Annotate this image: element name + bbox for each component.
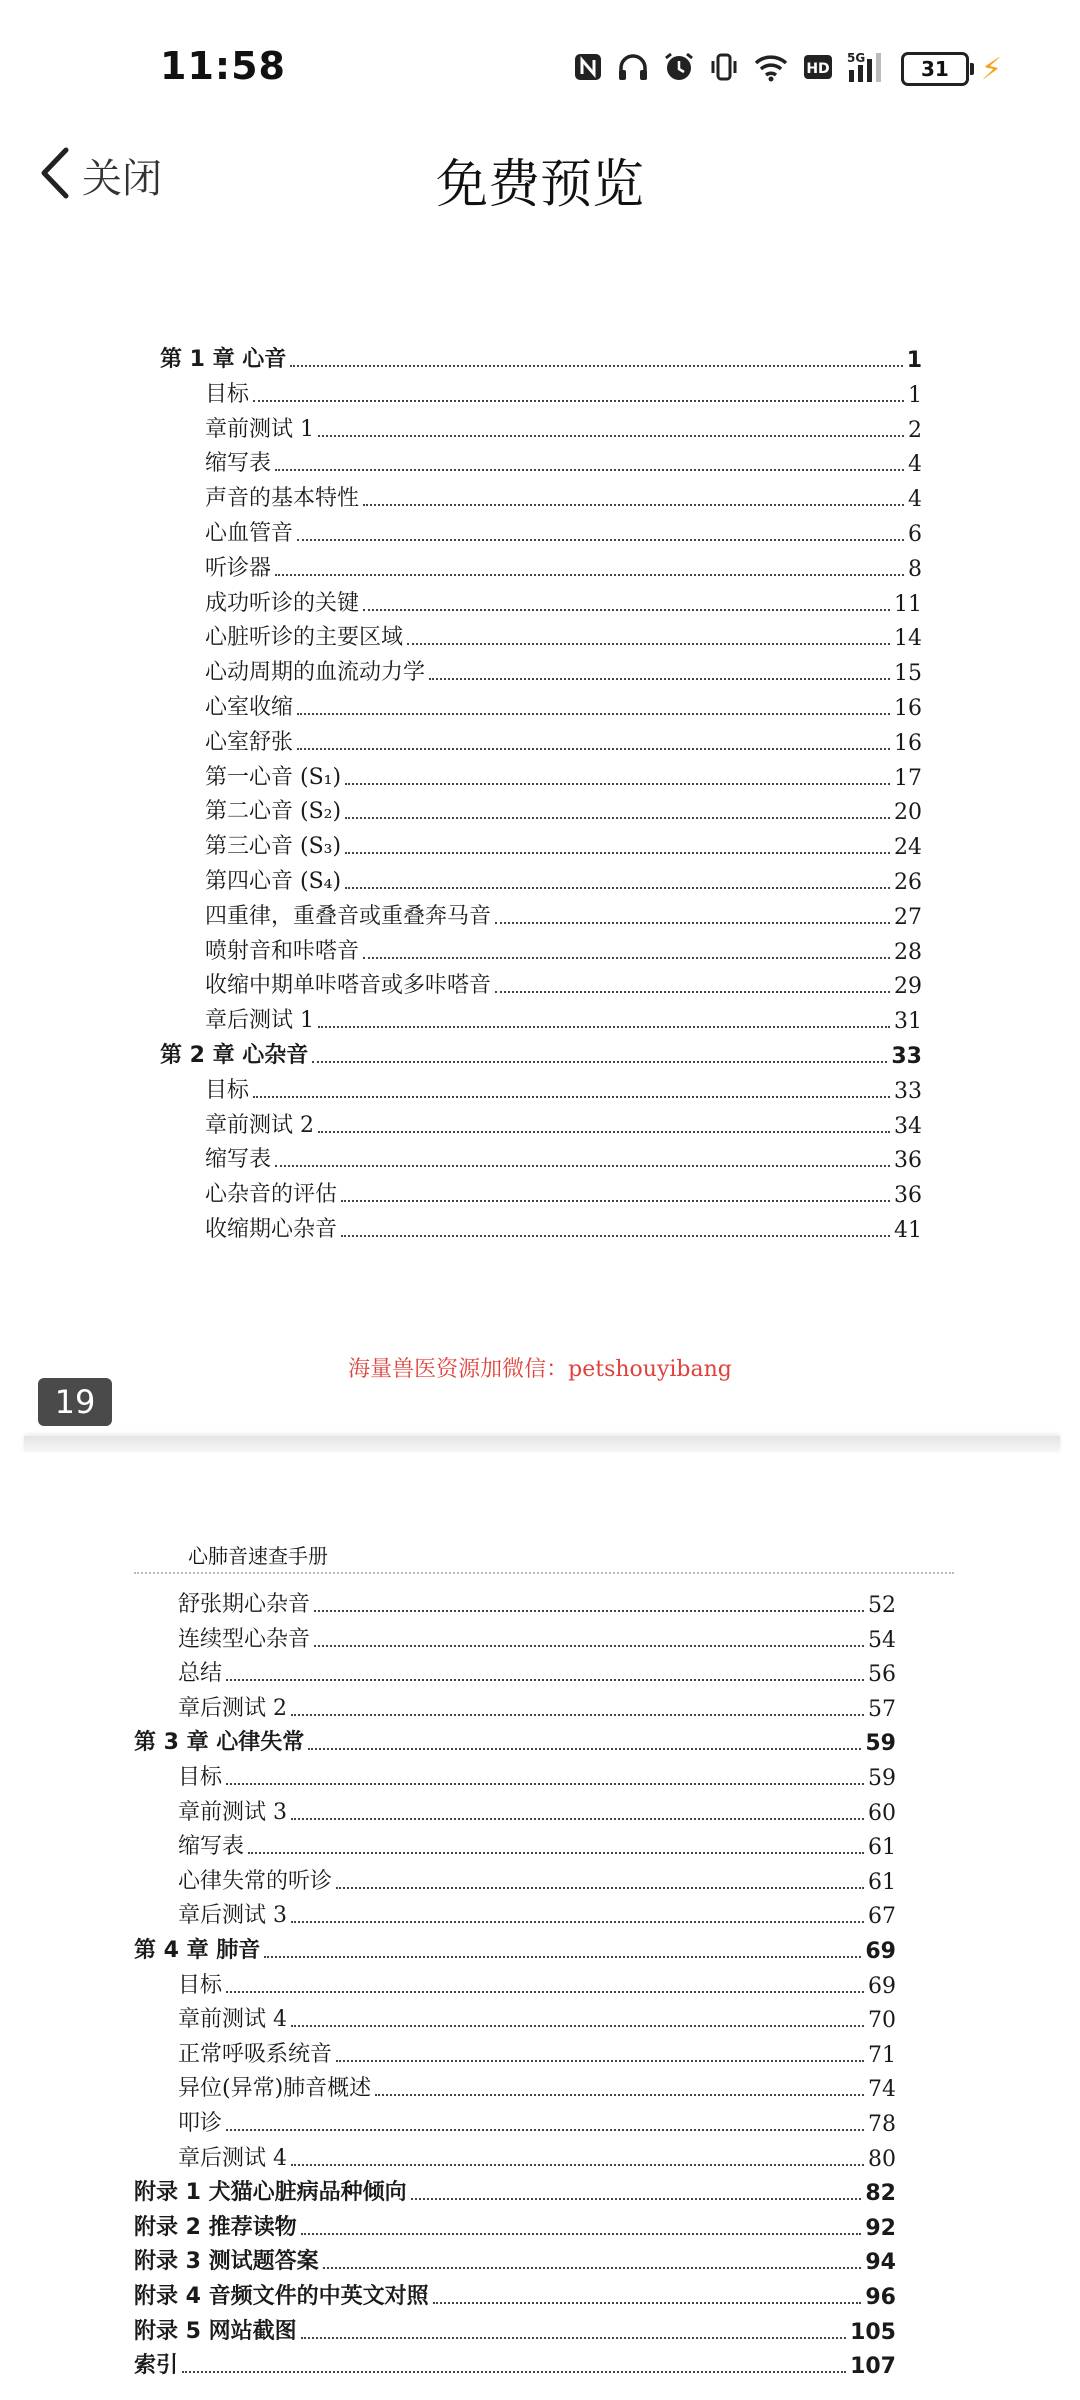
toc-leader-dots xyxy=(407,643,890,645)
toc-leader-dots xyxy=(345,817,890,819)
toc-page-number: 27 xyxy=(894,904,922,930)
toc-chapter-entry xyxy=(134,1726,896,1756)
toc-entry-label: 第 2 章 心杂音 xyxy=(160,1043,309,1068)
toc-leader-dots xyxy=(318,1131,890,1133)
toc-entry xyxy=(205,552,922,582)
toc-leader-dots xyxy=(275,469,904,471)
toc-chapter-entry xyxy=(134,2211,896,2241)
toc-entry-label: 收缩中期单咔嗒音或多咔嗒音 xyxy=(205,973,492,999)
toc-entry xyxy=(205,1178,922,1208)
toc-entry-label: 心律失常的听诊 xyxy=(178,1868,333,1894)
toc-leader-dots xyxy=(226,1679,864,1681)
toc-entry-label: 喷射音和咔嗒音 xyxy=(205,938,360,964)
toc-page-number: 31 xyxy=(894,1009,922,1035)
toc-leader-dots xyxy=(411,2198,862,2200)
toc-leader-dots xyxy=(341,1200,890,1202)
toc-entry-label: 缩写表 xyxy=(178,1834,245,1860)
toc-leader-dots xyxy=(363,609,890,611)
toc-page-number: 41 xyxy=(894,1218,922,1243)
toc-entry xyxy=(205,517,922,547)
toc-page-number: 1 xyxy=(908,382,922,408)
status-bar xyxy=(0,0,1080,120)
headphones-icon xyxy=(617,52,649,86)
toc-entry xyxy=(178,2142,896,2172)
vibrate-icon xyxy=(709,52,739,86)
toc-page-number: 78 xyxy=(868,2112,896,2137)
toc-entry-label: 附录 3 测试题答案 xyxy=(134,2249,319,2275)
toc-entry-label: 第 3 章 心律失常 xyxy=(134,1730,305,1756)
toc-entry xyxy=(178,1830,896,1860)
toc-entry-label: 心血管音 xyxy=(205,521,294,546)
wifi-icon xyxy=(753,52,789,86)
toc-entry xyxy=(205,865,922,895)
nfc-icon xyxy=(573,52,603,86)
toc-entry xyxy=(178,2003,896,2033)
toc-leader-dots xyxy=(323,2267,862,2269)
toc-leader-dots xyxy=(226,1783,864,1785)
toc-page-number: 69 xyxy=(865,1939,896,1964)
toc-page-number: 105 xyxy=(850,2319,896,2345)
toc-entry-label: 心杂音的评估 xyxy=(205,1182,338,1208)
toc-entry xyxy=(205,795,922,825)
toc-leader-dots xyxy=(291,1714,864,1716)
toc-page-number: 33 xyxy=(891,1044,922,1069)
toc-page-number: 107 xyxy=(850,2354,896,2380)
toc-leader-dots xyxy=(301,2337,846,2339)
toc-entry xyxy=(205,1004,922,1034)
toc-entry xyxy=(178,1969,896,1999)
toc-entry xyxy=(178,1761,896,1791)
watermark-text: 海量兽医资源加微信：petshouyibang xyxy=(348,1357,732,1382)
toc-page-number: 36 xyxy=(894,1183,922,1209)
toc-page-number: 4 xyxy=(908,452,922,478)
toc-leader-dots xyxy=(363,504,904,506)
toc-entry xyxy=(205,1143,922,1173)
toc-entry xyxy=(178,1899,896,1929)
toc-page-number: 71 xyxy=(868,2042,896,2068)
toc-page-number: 15 xyxy=(894,661,922,687)
toc-entry-label: 听诊器 xyxy=(205,555,272,581)
alarm-icon xyxy=(663,51,695,87)
toc-entry-label: 章前测试 4 xyxy=(178,2007,287,2033)
toc-page-number: 1 xyxy=(906,348,922,373)
toc-entry-label: 四重律，重叠音或重叠奔马音 xyxy=(205,903,492,929)
header-rule xyxy=(134,1572,954,1574)
running-head: 心肺音速查手册 xyxy=(188,1544,328,1568)
toc-page-number: 11 xyxy=(894,591,922,617)
toc-entry xyxy=(205,413,922,443)
toc-page-number: 70 xyxy=(868,2008,896,2034)
toc-entry xyxy=(205,761,922,791)
close-label: 关闭 xyxy=(82,155,162,202)
toc-chapter-entry xyxy=(160,1039,922,1069)
toc-entry-label: 心室收缩 xyxy=(205,695,294,720)
toc-entry-label: 章后测试 1 xyxy=(205,1008,314,1034)
toc-page-number: 16 xyxy=(894,696,922,721)
toc-leader-dots xyxy=(318,1026,890,1028)
toc-entry-label: 收缩期心杂音 xyxy=(205,1217,338,1242)
toc-leader-dots xyxy=(226,1991,864,1993)
toc-entry-label: 第 4 章 肺音 xyxy=(134,1938,261,1963)
toc-leader-dots xyxy=(275,574,904,576)
toc-entry-label: 异位(异常)肺音概述 xyxy=(178,2076,372,2102)
toc-entry-label: 目标 xyxy=(205,1077,250,1103)
toc-page-number: 29 xyxy=(894,974,922,1000)
toc-leader-dots xyxy=(253,400,904,402)
toc-page-number: 94 xyxy=(865,2250,896,2276)
toc-page-number: 20 xyxy=(894,800,922,826)
toc-entry-label: 连续型心杂音 xyxy=(178,1626,311,1652)
toc-leader-dots xyxy=(290,365,902,367)
page-number-badge: 19 xyxy=(38,1378,112,1426)
toc-entry-label: 索引 xyxy=(134,2353,179,2379)
toc-leader-dots xyxy=(253,1096,890,1098)
svg-text:HD: HD xyxy=(806,61,830,77)
page-title: 免费预览 xyxy=(435,155,644,215)
toc-entry xyxy=(205,378,922,408)
signal-5g-icon xyxy=(847,50,887,88)
toc-entry xyxy=(178,1588,896,1618)
status-time: 11:58 xyxy=(160,44,286,88)
toc-entry-label: 心室舒张 xyxy=(205,729,294,755)
toc-entry xyxy=(205,900,922,930)
toc-leader-dots xyxy=(297,713,890,715)
toc-entry-label: 心脏听诊的主要区域 xyxy=(205,625,404,651)
toc-page-number: 28 xyxy=(894,939,922,965)
toc-entry xyxy=(178,2038,896,2068)
toc-entry-label: 第一心音 (S₁) xyxy=(205,764,342,790)
toc-page-number: 52 xyxy=(868,1593,896,1618)
toc-page-number: 59 xyxy=(865,1731,896,1757)
toc-page-number: 61 xyxy=(868,1869,896,1895)
toc-entry xyxy=(205,621,922,651)
toc-leader-dots xyxy=(297,748,890,750)
toc-entry-label: 附录 5 网站截图 xyxy=(134,2318,297,2344)
toc-page-number: 59 xyxy=(868,1766,896,1791)
toc-page-number: 34 xyxy=(894,1113,922,1139)
toc-leader-dots xyxy=(363,957,890,959)
toc-entry-label: 章后测试 4 xyxy=(178,2145,287,2171)
toc-chapter-entry xyxy=(134,1934,896,1964)
battery-indicator: 31 xyxy=(901,52,969,86)
toc-chapter-entry xyxy=(160,343,922,373)
toc-leader-dots xyxy=(345,852,890,854)
toc-leader-dots xyxy=(429,678,890,680)
toc-entry-label: 叩诊 xyxy=(178,2111,223,2136)
toc-entry xyxy=(205,1109,922,1139)
toc-leader-dots xyxy=(291,1921,864,1923)
toc-entry-label: 章后测试 2 xyxy=(178,1695,287,1721)
toc-entry-label: 舒张期心杂音 xyxy=(178,1592,311,1617)
toc-entry xyxy=(178,2107,896,2137)
toc-entry-label: 目标 xyxy=(178,1765,223,1790)
toc-entry xyxy=(178,1865,896,1895)
toc-page-number: 57 xyxy=(868,1696,896,1722)
toc-entry-label: 章前测试 3 xyxy=(178,1799,287,1825)
toc-page-number: 14 xyxy=(894,626,922,652)
toc-page-number: 56 xyxy=(868,1662,896,1688)
toc-entry xyxy=(205,656,922,686)
toc-entry-label: 章前测试 1 xyxy=(205,416,314,442)
toc-leader-dots xyxy=(291,1818,864,1820)
toc-leader-dots xyxy=(495,922,890,924)
toc-leader-dots xyxy=(291,2164,864,2166)
toc-entry-label: 缩写表 xyxy=(205,451,272,477)
page-divider xyxy=(24,1436,1060,1452)
toc-page-number: 67 xyxy=(868,1904,896,1930)
toc-leader-dots xyxy=(336,1887,864,1889)
toc-leader-dots xyxy=(182,2371,846,2373)
toc-entry-label: 缩写表 xyxy=(205,1147,272,1173)
toc-page-number: 2 xyxy=(908,417,922,443)
toc-page-number: 74 xyxy=(868,2077,896,2103)
toc-page-number: 8 xyxy=(908,556,922,582)
toc-leader-dots xyxy=(345,887,890,889)
toc-leader-dots xyxy=(264,1956,861,1958)
toc-page-number: 4 xyxy=(908,487,922,513)
toc-page-number: 6 xyxy=(908,522,922,547)
toc-page-number: 26 xyxy=(894,870,922,895)
toc-entry-label: 第三心音 (S₃) xyxy=(205,834,342,860)
toc-leader-dots xyxy=(314,1610,864,1612)
toc-leader-dots xyxy=(275,1165,890,1167)
toc-leader-dots xyxy=(314,1645,864,1647)
toc-chapter-entry xyxy=(134,2176,896,2206)
toc-entry xyxy=(205,1074,922,1104)
toc-leader-dots xyxy=(495,991,890,993)
toc-entry-label: 目标 xyxy=(178,1972,223,1998)
toc-leader-dots xyxy=(312,1061,887,1063)
toc-chapter-entry xyxy=(134,2280,896,2310)
toc-page-number: 33 xyxy=(894,1078,922,1104)
toc-entry xyxy=(205,447,922,477)
toc-entry-label: 章前测试 2 xyxy=(205,1112,314,1138)
toc-page-number: 82 xyxy=(865,2181,896,2207)
hd-icon xyxy=(803,53,833,85)
toc-entry-label: 正常呼吸系统音 xyxy=(178,2041,333,2067)
toc-page-number: 92 xyxy=(865,2215,896,2241)
toc-entry xyxy=(178,1657,896,1687)
toc-entry xyxy=(178,1623,896,1653)
svg-text:5G: 5G xyxy=(846,51,866,65)
toc-entry xyxy=(205,482,922,512)
toc-entry-label: 声音的基本特性 xyxy=(205,486,360,512)
charging-icon: ⚡ xyxy=(980,51,1002,87)
toc-page-number: 60 xyxy=(868,1800,896,1826)
toc-entry xyxy=(178,1692,896,1722)
toc-entry xyxy=(205,691,922,721)
toc-entry-label: 附录 4 音频文件的中英文对照 xyxy=(134,2284,429,2309)
toc-leader-dots xyxy=(291,2025,864,2027)
toc-leader-dots xyxy=(248,1852,864,1854)
toc-entry-label: 第二心音 (S₂) xyxy=(205,799,342,825)
toc-page-number: 80 xyxy=(868,2146,896,2172)
toc-page-number: 69 xyxy=(868,1973,896,1999)
toc-entry-label: 章后测试 3 xyxy=(178,1903,287,1929)
toc-leader-dots xyxy=(345,783,890,785)
toc-entry-label: 附录 1 犬猫心脏病品种倾向 xyxy=(134,2180,407,2206)
toc-leader-dots xyxy=(341,1235,890,1237)
toc-page-number: 54 xyxy=(868,1627,896,1653)
toc-entry xyxy=(205,587,922,617)
toc-entry xyxy=(178,1796,896,1826)
toc-leader-dots xyxy=(297,539,904,541)
toc-leader-dots xyxy=(433,2302,862,2304)
toc-page-number: 16 xyxy=(894,730,922,756)
toc-entry-label: 附录 2 推荐读物 xyxy=(134,2214,297,2240)
toc-chapter-entry xyxy=(134,2315,896,2345)
toc-page-number: 36 xyxy=(894,1148,922,1174)
toc-entry-label: 第 1 章 心音 xyxy=(160,347,287,372)
toc-leader-dots xyxy=(375,2094,864,2096)
status-icons xyxy=(573,50,1002,88)
toc-entry-label: 成功听诊的关键 xyxy=(205,590,360,616)
toc-leader-dots xyxy=(318,435,904,437)
toc-entry xyxy=(178,2072,896,2102)
toc-entry xyxy=(205,830,922,860)
toc-page-number: 17 xyxy=(894,765,922,791)
nav-bar xyxy=(0,130,1080,230)
toc-page-number: 96 xyxy=(865,2285,896,2310)
toc-entry-label: 总结 xyxy=(178,1661,223,1687)
toc-entry-label: 第四心音 (S₄) xyxy=(205,869,342,894)
toc-page-number: 24 xyxy=(894,835,922,861)
toc-chapter-entry xyxy=(134,2245,896,2275)
toc-leader-dots xyxy=(308,1748,861,1750)
toc-leader-dots xyxy=(301,2233,862,2235)
toc-entry-label: 目标 xyxy=(205,381,250,407)
toc-leader-dots xyxy=(336,2060,864,2062)
toc-entry xyxy=(205,726,922,756)
toc-entry xyxy=(205,969,922,999)
toc-leader-dots xyxy=(226,2129,864,2131)
toc-chapter-entry xyxy=(134,2349,896,2379)
toc-entry xyxy=(205,1213,922,1243)
toc-entry-label: 心动周期的血流动力学 xyxy=(205,660,426,686)
toc-page-number: 61 xyxy=(868,1835,896,1861)
toc-entry xyxy=(205,935,922,965)
